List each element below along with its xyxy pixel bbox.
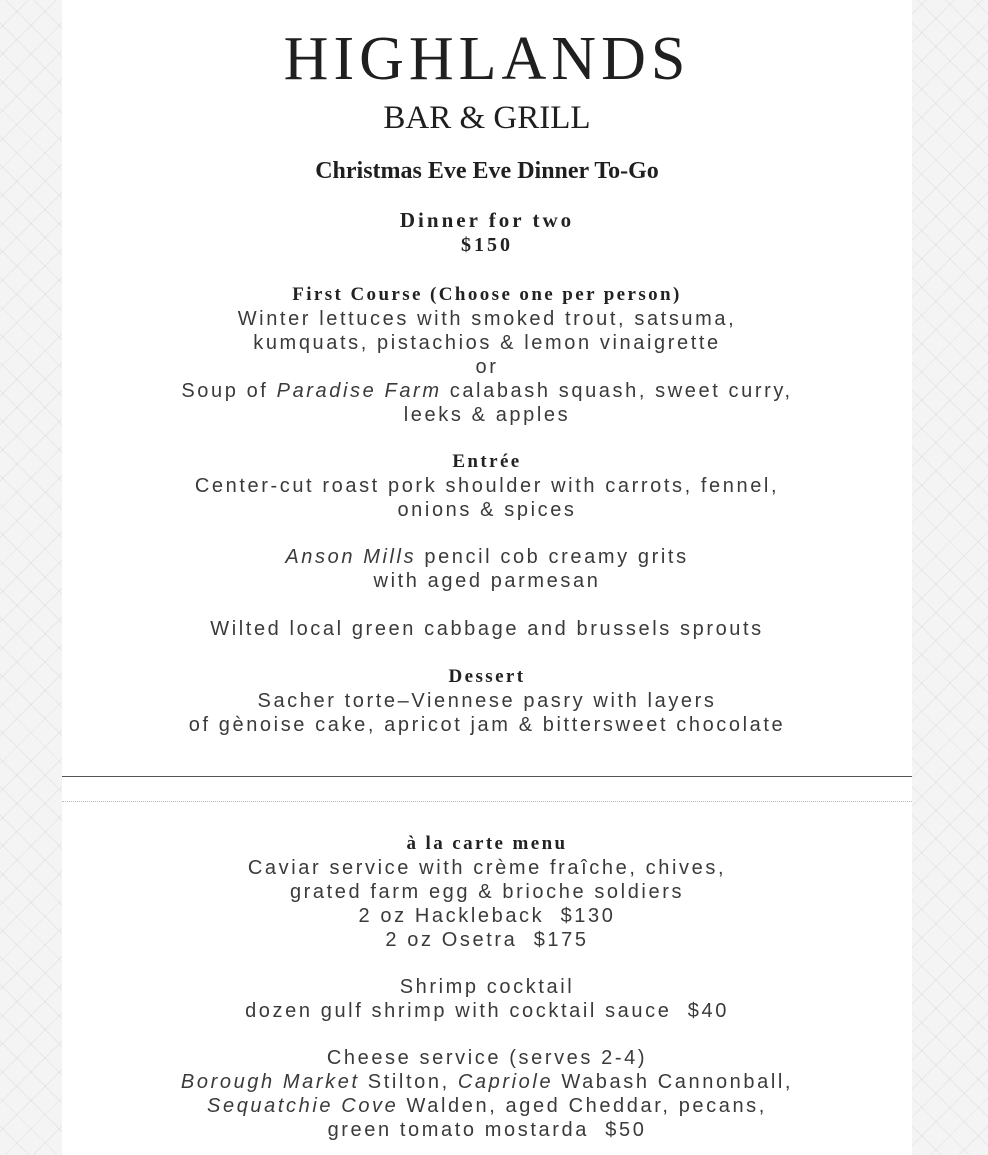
caviar-price-line: 2 oz Osetra $175: [385, 929, 589, 951]
entree-section: [62, 450, 912, 522]
caviar-price-line: 2 oz Hackleback $130: [358, 905, 616, 927]
entree-line: Center-cut roast pork shoulder with carrots, fennel,: [194, 475, 780, 497]
menu-title: Christmas Eve Eve Dinner To-Go: [315, 158, 659, 184]
cheese-source: Sequatchie Cove: [207, 1095, 399, 1117]
dessert-line: Sacher torte–Viennese pasry with layers: [257, 690, 717, 712]
logo-name: HIGHLANDS: [283, 25, 691, 93]
first-course-line: leeks & apples: [403, 404, 571, 426]
dessert-line: of gènoise cake, apricot jam & bittersweet chocolate: [188, 714, 786, 736]
first-course-line: kumquats, pistachios & lemon vinaigrette: [253, 332, 721, 354]
dessert-heading: Dessert: [448, 666, 526, 687]
first-course-heading: First Course (Choose one per person): [292, 284, 682, 305]
cabbage-section: [62, 617, 912, 641]
cabbage-line: Wilted local green cabbage and brussels sprouts: [210, 618, 764, 640]
right-pattern-border: [912, 0, 988, 1155]
cheese-source: Borough Market: [180, 1071, 360, 1093]
soup-prefix: Soup of: [181, 380, 277, 402]
cheese-text: Stilton,: [359, 1071, 458, 1093]
cheese-section: [62, 1046, 912, 1142]
logo-subtitle: BAR & GRILL: [383, 100, 591, 136]
shrimp-line: dozen gulf shrimp with cocktail sauce $40: [245, 1000, 729, 1022]
alacarte-section: [62, 832, 912, 952]
first-course-soup-line: [62, 379, 912, 403]
shrimp-section: [62, 975, 912, 1023]
left-pattern-border: [0, 0, 62, 1155]
dinner-label: Dinner for two: [399, 208, 575, 232]
cheese-text: Walden, aged Cheddar, pecans,: [398, 1095, 767, 1117]
cheese-line: [62, 1094, 912, 1118]
cheese-text: Wabash Cannonball,: [553, 1071, 794, 1093]
cheese-source: Capriole: [457, 1071, 554, 1093]
section-divider: [62, 776, 912, 777]
caviar-line: grated farm egg & brioche soldiers: [289, 881, 685, 903]
cheese-line: [62, 1070, 912, 1094]
shrimp-title: Shrimp cocktail: [399, 976, 575, 998]
caviar-line: Caviar service with crème fraîche, chives,: [247, 857, 727, 879]
first-course-or: or: [475, 356, 499, 378]
grits-rest: pencil cob creamy grits: [416, 546, 689, 568]
cheese-title: Cheese service (serves 2-4): [326, 1047, 648, 1069]
grits-section: [62, 545, 912, 593]
entree-line: onions & spices: [397, 499, 577, 521]
soup-farm-name: Paradise Farm: [276, 380, 442, 402]
alacarte-heading: à la carte menu: [406, 833, 568, 854]
menu-page: [62, 0, 912, 1155]
dinner-price: $150: [461, 234, 513, 256]
first-course-section: [62, 283, 912, 427]
grits-line: with aged parmesan: [373, 570, 601, 592]
dessert-section: [62, 665, 912, 737]
grits-brand: Anson Mills: [285, 546, 417, 568]
first-course-line: Winter lettuces with smoked trout, satsuma,: [237, 308, 737, 330]
entree-heading: Entrée: [452, 451, 522, 472]
section-divider-dotted: [62, 801, 912, 802]
cheese-line: green tomato mostarda $50: [327, 1119, 647, 1141]
grits-line: [62, 545, 912, 569]
soup-suffix: calabash squash, sweet curry,: [441, 380, 793, 402]
